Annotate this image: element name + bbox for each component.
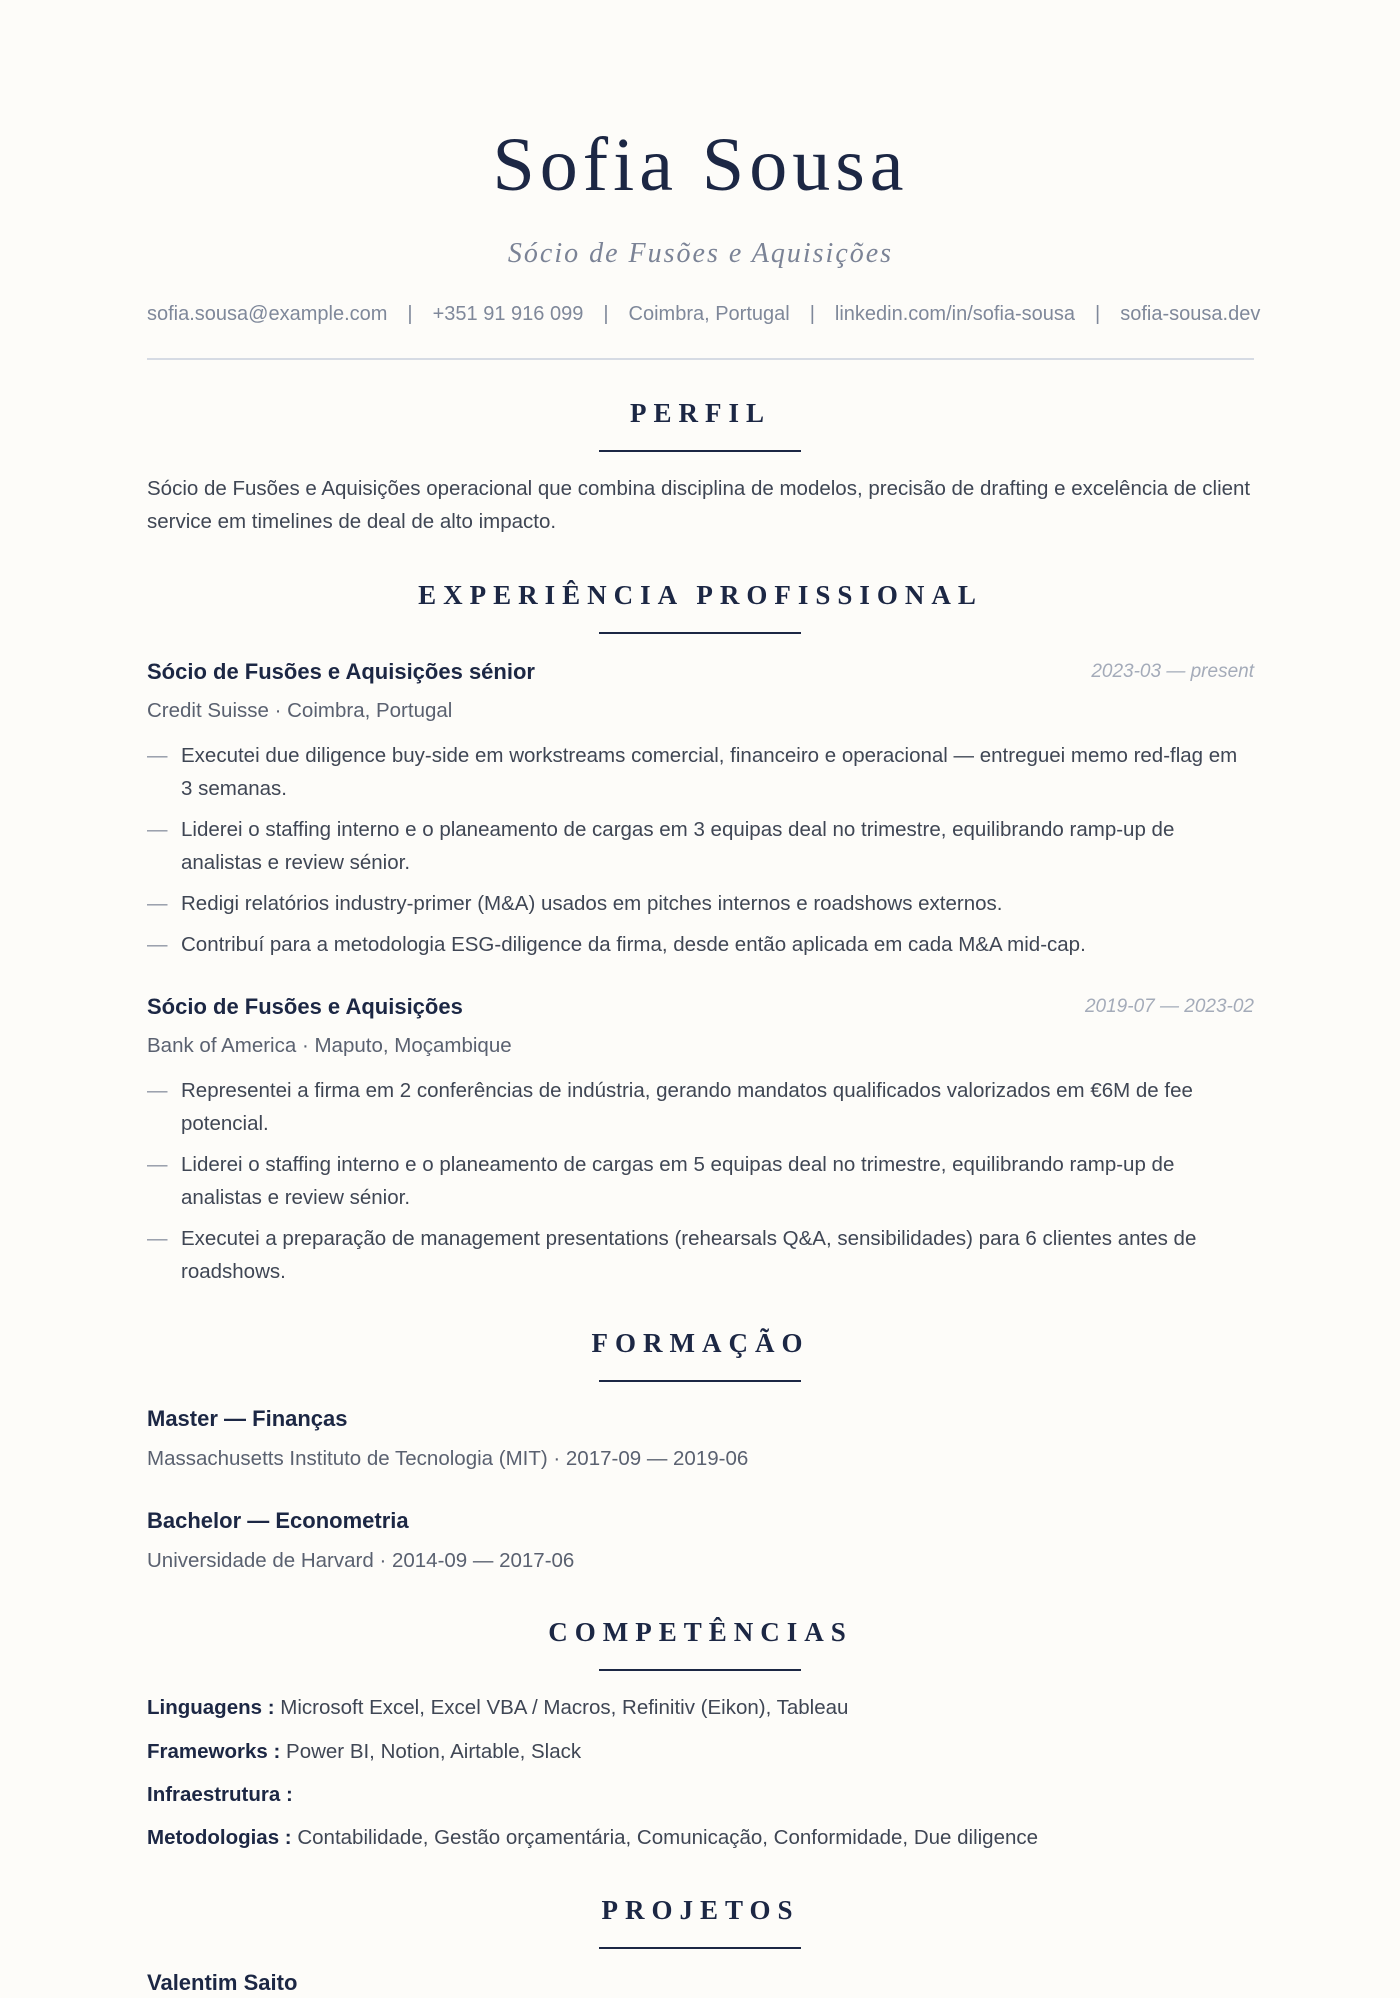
skill-label: Linguagens : <box>147 1696 275 1719</box>
skill-value: Microsoft Excel, Excel VBA / Macros, Refinitiv (Eikon), Tableau <box>280 1696 849 1719</box>
candidate-name: Sofia Sousa <box>492 123 909 207</box>
job-bullets <box>147 739 1254 969</box>
list-item: — Redigi relatórios industry-primer (M&A) usados em pitches internos e roadshows externos. <box>147 887 1254 920</box>
job-dates: 2019-07 — 2023-02 <box>1084 996 1254 1017</box>
profile-summary: Sócio de Fusões e Aquisições operacional que combina disciplina de modelos, precisão de drafting e excelência de client service em timelines de deal de alto impacto. <box>147 477 1251 533</box>
job-organization: Credit Suisse · Coimbra, Portugal <box>147 699 453 722</box>
list-item: — Executei a preparação de management presentations (rehearsals Q&A, sensibilidades) para 6 clientes antes de roadshows. <box>147 1222 1254 1288</box>
education-detail: Universidade de Harvard · 2014-09 — 2017-06 <box>147 1549 575 1572</box>
section-underline <box>599 1947 801 1949</box>
contact-website[interactable]: sofia-sousa.dev <box>1120 303 1261 325</box>
bullet-dash: — <box>147 1153 168 1176</box>
contact-phone[interactable]: +351 91 916 099 <box>432 303 584 325</box>
list-item: — Liderei o staffing interno e o planeamento de cargas em 3 equipas deal no trimestre, equilibrando ramp-up de analistas e review sénior. <box>147 813 1254 879</box>
skill-row <box>147 1693 848 1723</box>
list-item: — Representei a firma em 2 conferências de indústria, gerando mandatos qualificados valorizados em €6M de fee potencial. <box>147 1074 1254 1140</box>
section-title-education: FORMAÇÃO <box>591 1328 810 1358</box>
skill-label: Infraestrutura : <box>147 1783 293 1806</box>
education-degree: Bachelor — Econometria <box>147 1508 409 1533</box>
list-item: — Executei due diligence buy-side em workstreams comercial, financeiro e operacional — entreguei memo red-flag em 3 semanas. <box>147 739 1254 805</box>
section-underline <box>599 632 801 634</box>
contact-location: Coimbra, Portugal <box>628 303 790 325</box>
bullet-dash: — <box>147 1079 168 1102</box>
skill-label: Metodologias : <box>147 1826 292 1849</box>
list-item: — Contribuí para a metodologia ESG-diligence da firma, desde então aplicada em cada M&A mid-cap. <box>147 928 1254 961</box>
contact-line <box>147 300 1261 328</box>
candidate-role: Sócio de Fusões e Aquisições <box>507 238 894 269</box>
bullet-dash: — <box>147 892 168 915</box>
project-title: Valentim Saito <box>147 1970 298 1995</box>
bullet-dash: — <box>147 744 168 767</box>
list-item: — Liderei o staffing interno e o planeamento de cargas em 5 equipas deal no trimestre, equilibrando ramp-up de analistas e review sénior. <box>147 1148 1254 1214</box>
education-degree: Master — Finanças <box>147 1406 348 1431</box>
header-divider <box>147 358 1254 360</box>
section-underline <box>599 1669 801 1671</box>
section-title-experience: EXPERIÊNCIA PROFISSIONAL <box>418 580 983 610</box>
contact-separator: | <box>809 303 815 325</box>
skill-label: Frameworks : <box>147 1740 281 1763</box>
job-organization: Bank of America · Maputo, Moçambique <box>147 1034 512 1057</box>
section-title-projects: PROJETOS <box>601 1895 800 1925</box>
job-bullets <box>147 1074 1254 1296</box>
section-title-profile: PERFIL <box>629 398 771 428</box>
skill-row <box>147 1780 293 1810</box>
section-underline <box>599 1380 801 1382</box>
job-dates: 2023-03 — present <box>1091 661 1254 682</box>
bullet-dash: — <box>147 818 168 841</box>
section-underline <box>599 450 801 452</box>
education-detail: Massachusetts Instituto de Tecnologia (MIT) · 2017-09 — 2019-06 <box>147 1447 749 1470</box>
job-title: Sócio de Fusões e Aquisições <box>147 994 463 1019</box>
skill-value: Contabilidade, Gestão orçamentária, Comunicação, Conformidade, Due diligence <box>297 1826 1039 1849</box>
job-title: Sócio de Fusões e Aquisições sénior <box>147 659 535 684</box>
skill-row <box>147 1737 581 1767</box>
section-title-skills: COMPETÊNCIAS <box>548 1617 853 1647</box>
contact-email[interactable]: sofia.sousa@example.com <box>147 303 388 325</box>
bullet-dash: — <box>147 1227 168 1250</box>
skill-value: Power BI, Notion, Airtable, Slack <box>286 1740 582 1763</box>
contact-separator: | <box>1095 303 1101 325</box>
contact-linkedin[interactable]: linkedin.com/in/sofia-sousa <box>834 303 1076 325</box>
contact-separator: | <box>407 303 413 325</box>
bullet-dash: — <box>147 933 168 956</box>
skill-row <box>147 1823 1038 1853</box>
contact-separator: | <box>603 303 609 325</box>
